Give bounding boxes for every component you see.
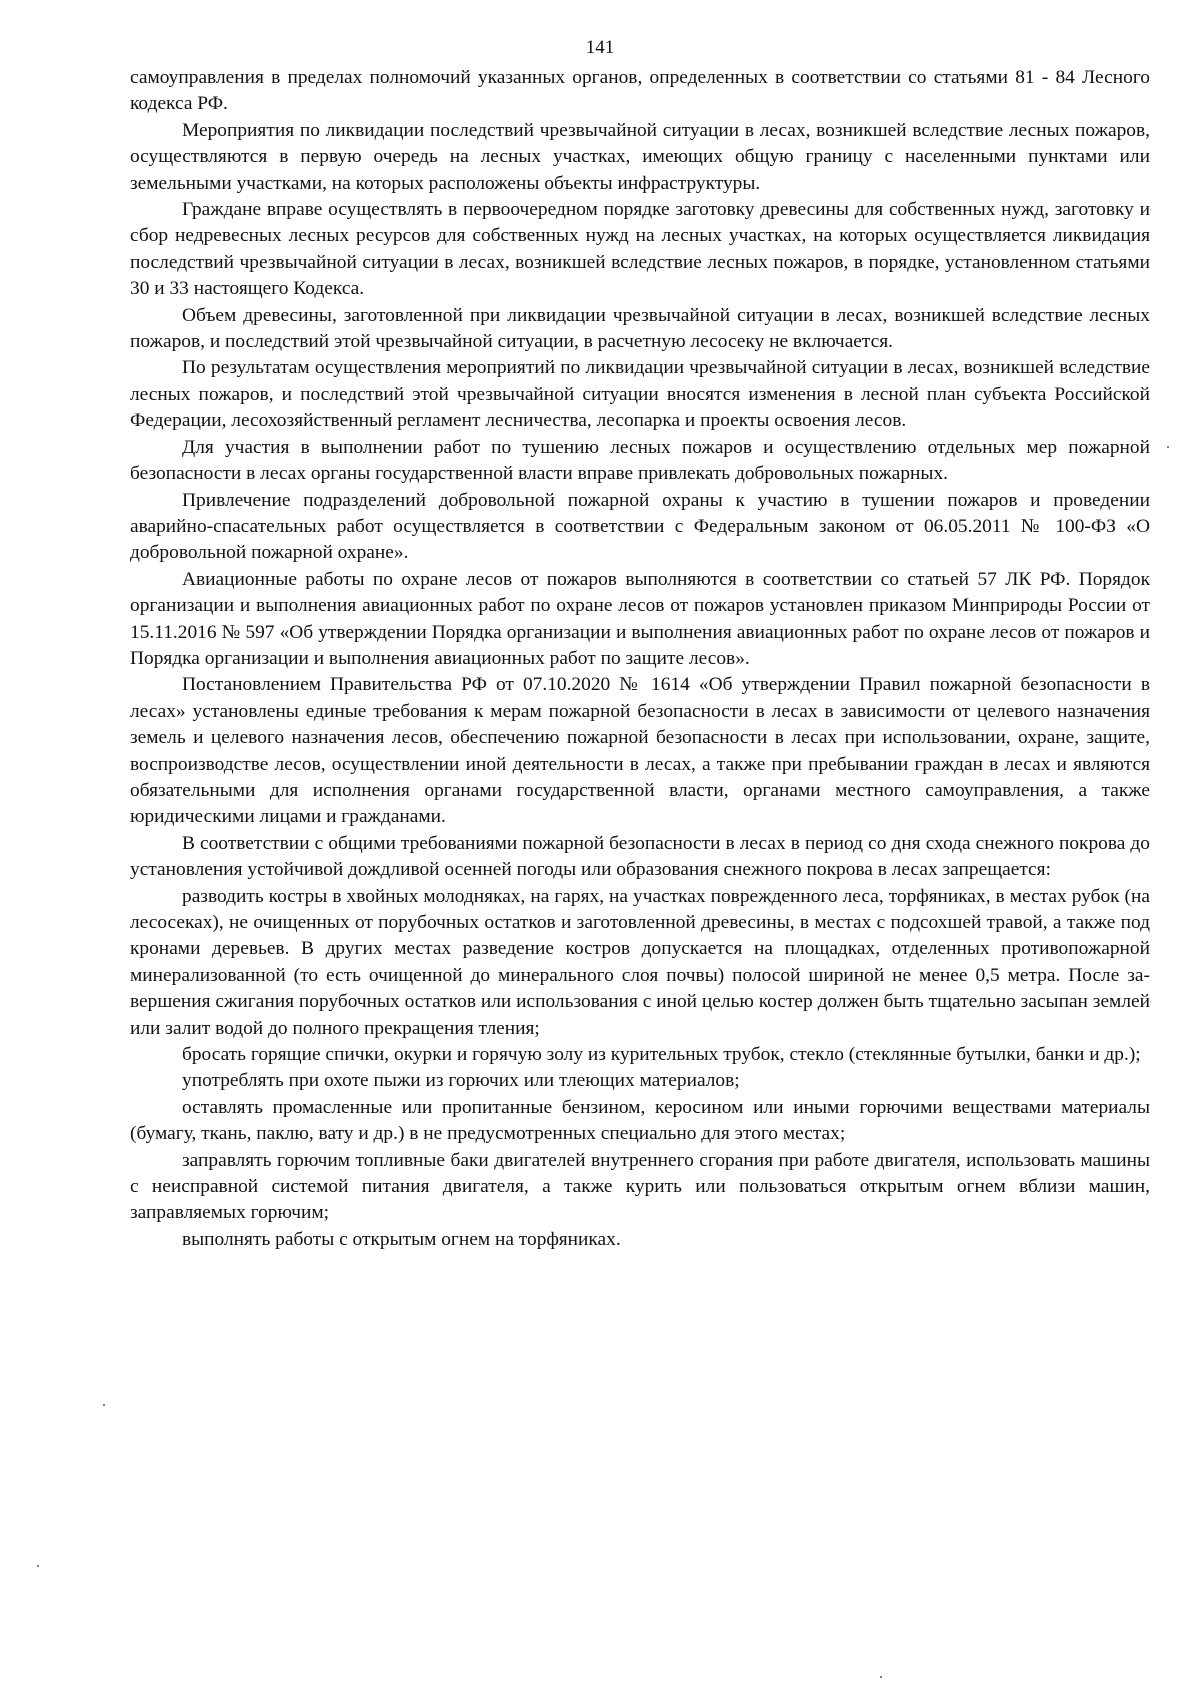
list-item: употреблять при охоте пыжи из горючих или тлеющих материалов; xyxy=(182,1070,740,1092)
paragraph: Постановлением Правительства РФ от 07.10.2020 № 1614 «Об утверждении Правил пожарной безопасности в лесах» установлены единые требования к мерам пожарной безопасности в лесах в зависимости от целевого назначения земель и целевого назначения лесов, обеспечению пожарной безопасности в лесах при использовании, охране, защите, воспроизводстве лесов, осуществлении иной деятельности в лесах, а также при пребывании граждан в лесах и являются обязательными для исполнения органами государственной власти, органами местного самоуправления, а также юридическими лицами и гражданами. xyxy=(130,674,1150,828)
list-item: заправлять горючим топливные баки двигателей внутреннего сгорания при работе двигателя, использовать машины с неисправной системой питания двигателя, а также курить или пользоваться открытым огнем вблизи машин, заправляемых горючим; xyxy=(130,1149,1150,1224)
paragraph: Мероприятия по ликвидации последствий чрезвычайной ситуации в лесах, возникшей вследствие лесных пожаров, осуществляются в первую очередь на лесных участках, имеющих общую границу с населенными пунктами или земельными участками, на которых расположены объекты инфраструктуры. xyxy=(130,119,1150,194)
scan-speck xyxy=(103,1404,105,1406)
list-item: разводить костры в хвойных молодняках, на гарях, на участках поврежденного леса, торфяниках, в местах рубок (на лесосеках), не очищенных от порубочных остатков и заготовленной древесины, в местах с подсохшей травой, а также под кронами деревьев. В других местах разведение костров допускается на площадках, отделенных противопожарной минерализованной (то есть очищенной до минерального слоя почвы) полосой шириной не менее 0,5 метра. После завершения сжигания порубочных остатков или использования с иной целью костер должен быть тщательно засыпан землей или залит водой до полного прекращения тления; xyxy=(130,885,1150,1039)
paragraph: В соответствии с общими требованиями пожарной безопасности в лесах в период со дня схода снежного покрова до установления устойчивой дождливой осенней погоды или образования снежного покрова в лесах запрещается: xyxy=(130,832,1150,881)
paragraph: Объем древесины, заготовленной при ликвидации чрезвычайной ситуации в лесах, возникшей вследствие лесных пожаров, и последствий этой чрезвычайной ситуации, в расчетную лесосеку не включается. xyxy=(130,304,1150,353)
paragraph-continuation: самоуправления в пределах полномочий указанных органов, определенных в соответствии со статьями 81 - 84 Лесного кодекса РФ. xyxy=(130,67,1150,115)
paragraph: Авиационные работы по охране лесов от пожаров выполняются в соответствии со статьей 57 ЛК РФ. Порядок организации и выполнения авиационных работ по охране лесов от пожаров установлен приказом Минприроды России от 15.11.2016 № 597 «Об утверждении Порядка организации и выполнения авиационных работ по охране лесов от пожаров и Порядка организации и выполнения авиационных работ по защите лесов». xyxy=(130,568,1150,669)
list-item: выполнять работы с открытым огнем на торфяниках. xyxy=(182,1228,621,1250)
paragraph: По результатам осуществления мероприятий по ликвидации чрезвычайной ситуации в лесах, возникшей вследствие лесных пожаров, и последствий этой чрезвычайной ситуации вносятся изменения в лесной план субъекта Российской Федерации, лесохозяйственный регламент лесничества, лесопарка и проекты освоения лесов. xyxy=(130,357,1150,432)
list-item: бросать горящие спички, окурки и горячую золу из курительных трубок, стекло (стеклянные бутылки, банки и др.); xyxy=(182,1044,1141,1066)
paragraph: Граждане вправе осуществлять в первоочередном порядке заготовку древесины для собственных нужд, заготовку и сбор недревесных лесных ресурсов для собственных нужд на лесных участках, на которых осуществляется ликвидация последствий чрезвычайной ситуации в лесах, возникшей вследствие лесных пожаров, в порядке, установленном статьями 30 и 33 настоящего Кодекса. xyxy=(130,199,1150,300)
page-number: 141 xyxy=(585,37,615,58)
scan-speck xyxy=(880,1676,882,1678)
paragraph: Привлечение подразделений добровольной пожарной охраны к участию в тушении пожаров и проведении аварийно-спасательных работ осуществляется в соответствии с Федеральным законом от 06.05.2011 № 100-ФЗ «О добровольной пожарной охране». xyxy=(130,489,1150,564)
scan-speck xyxy=(1167,446,1169,448)
list-item: оставлять промасленные или пропитанные бензином, керосином или иными горючими веществами материалы (бумагу, ткань, паклю, вату и др.) в не предусмотренных специально для этого местах; xyxy=(130,1096,1150,1145)
paragraph: Для участия в выполнении работ по тушению лесных пожаров и осуществлению отдельных мер пожарной безопасности в лесах органы государственной власти вправе привлекать добровольных пожарных. xyxy=(130,436,1150,485)
body-text xyxy=(130,65,1150,1253)
scan-speck xyxy=(37,1565,39,1567)
